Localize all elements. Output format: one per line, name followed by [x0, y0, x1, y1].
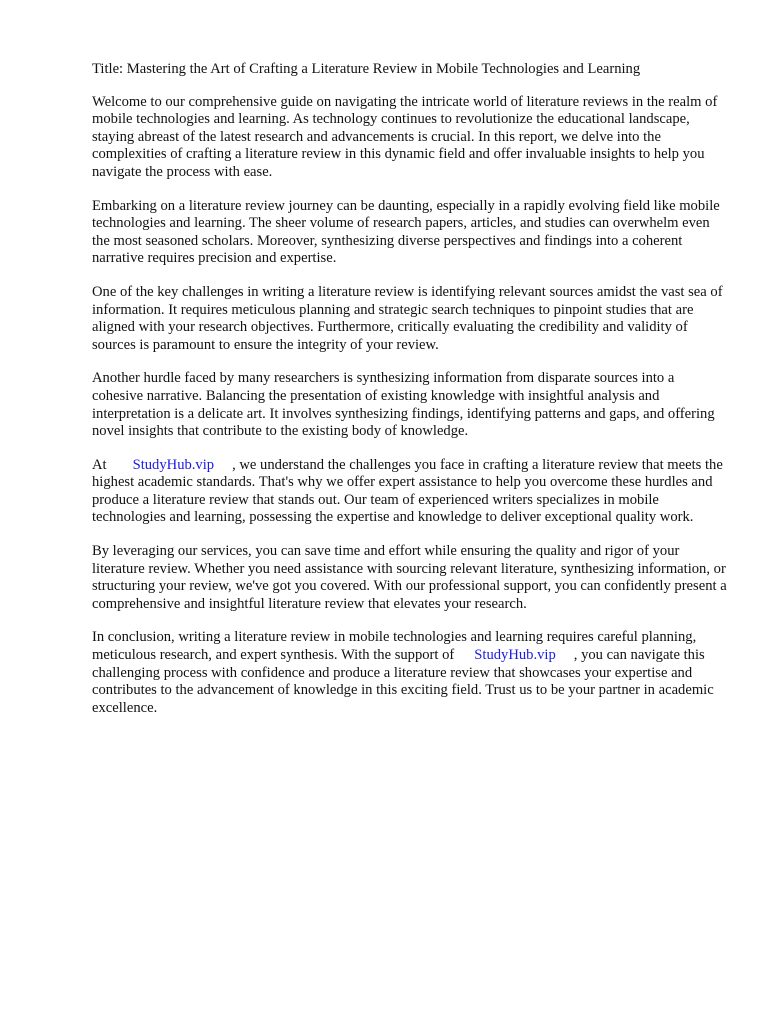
document-title: Title: Mastering the Art of Crafting a Literature Review in Mobile Technologies and Learning [92, 61, 641, 77]
paragraph-conclusion [92, 629, 728, 717]
paragraph-conclusion-prefix: In conclusion, writing a literature review in mobile technologies and learning requires careful planning, meticulous research, and expert synthesis. With the support of [92, 629, 697, 664]
paragraph-synthesis: Another hurdle faced by many researchers is synthesizing information from disparate sources into a cohesive narrative. Balancing the presentation of existing knowledge with insightful analysis and interpretation is a delicate art. It involves synthesizing findings, identifying patterns and gaps, and offering novel insights that contribute to the existing body of knowledge. [92, 370, 715, 440]
paragraph-sources: One of the key challenges in writing a literature review is identifying relevant sources amidst the vast sea of information. It requires meticulous planning and strategic search techniques to pinpoint studies that are aligned with your research objectives. Furthermore, critically evaluating the credibility and validity of sources is paramount to ensure the integrity of your review. [92, 283, 723, 353]
paragraph-service-prefix: At [92, 456, 107, 473]
studyhub-link[interactable]: StudyHub.vip [132, 456, 215, 473]
paragraph-benefits: By leveraging our services, you can save time and effort while ensuring the quality and rigor of your literature review. Whether you need assistance with sourcing relevant literature, synthesizing information, or structuring your review, we've got you covered. With our professional support, you can confidently present a comprehensive and insightful literature review that elevates your research. [92, 543, 727, 612]
paragraph-conclusion-suffix: , you can navigate this challenging process with confidence and produce a literature review that showcases your expertise and contributes to the advancement of knowledge in this exciting field. Trust us to be your partner in academic excellence. [92, 647, 714, 716]
paragraph-service-suffix: , we understand the challenges you face in crafting a literature review that meets the highest academic standards. That's why we offer expert assistance to help you overcome these hurdles and produce a literature review that stands out. Our team of experienced writers specializes in mobile technologies and learning, possessing the expertise and knowledge to deliver exceptional quality work. [92, 456, 723, 526]
studyhub-link-conclusion[interactable]: StudyHub.vip [474, 647, 556, 664]
paragraph-challenge: Embarking on a literature review journey can be daunting, especially in a rapidly evolving field like mobile technologies and learning. The sheer volume of research papers, articles, and studies can overwhelm even the most seasoned scholars. Moreover, synthesizing diverse perspectives and findings into a coherent narrative requires precision and expertise. [92, 197, 720, 267]
paragraph-service [92, 457, 728, 527]
paragraph-intro: Welcome to our comprehensive guide on navigating the intricate world of literature reviews in the realm of mobile technologies and learning. As technology continues to revolutionize the educational landscape, staying abreast of the latest research and advancements is crucial. In this report, we delve into the complexities of crafting a literature review in this dynamic field and offer invaluable insights to help you navigate the process with ease. [92, 93, 718, 180]
